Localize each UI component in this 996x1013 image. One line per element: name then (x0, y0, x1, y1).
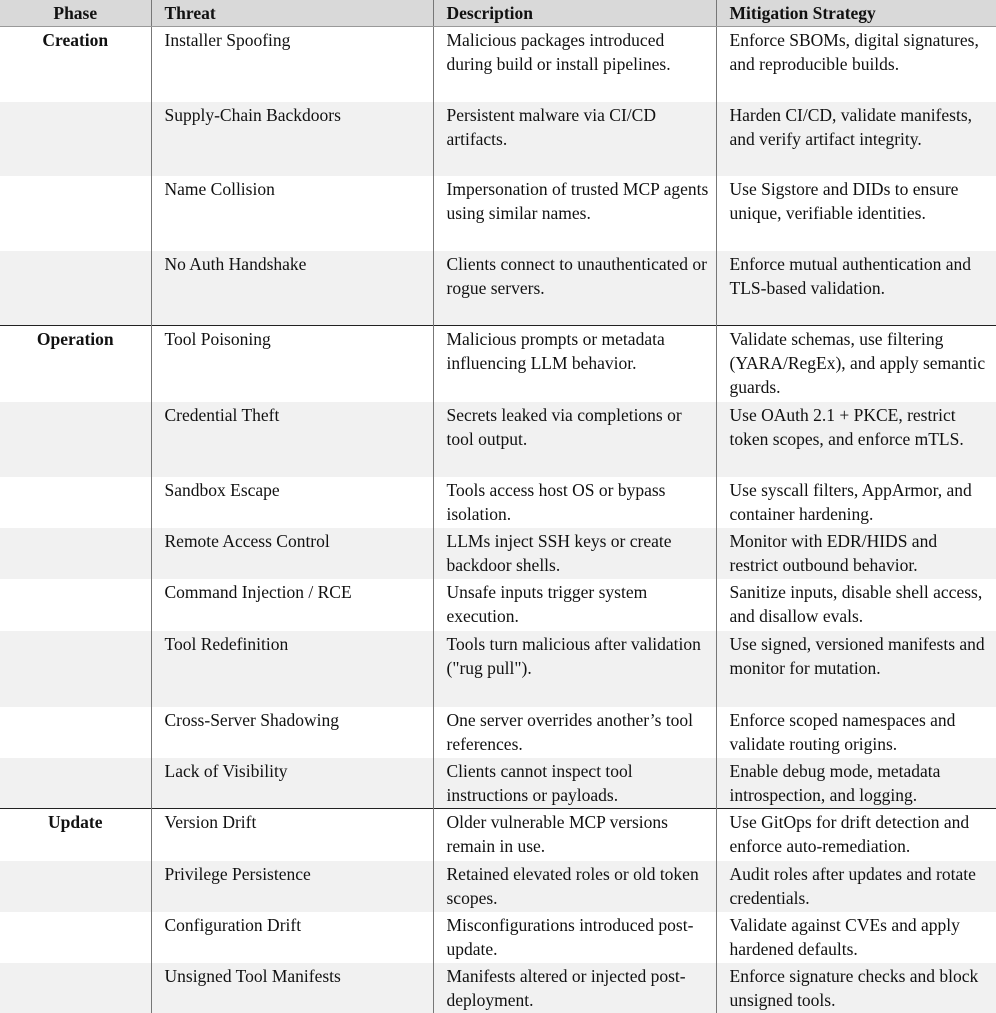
threat-cell: Tool Poisoning (151, 326, 433, 402)
table-row (0, 27, 996, 102)
threat-cell: Supply-Chain Backdoors (151, 102, 433, 176)
threat-cell: Tool Redefinition (151, 631, 433, 707)
table-row (0, 528, 996, 579)
mitigation-cell: Sanitize inputs, disable shell access, and disallow evals. (716, 579, 996, 631)
threat-cell: Command Injection / RCE (151, 579, 433, 631)
phase-cell (0, 861, 151, 912)
description-cell: Malicious prompts or metadata influencing LLM behavior. (433, 326, 716, 402)
header-threat: Threat (151, 0, 433, 27)
table-row (0, 861, 996, 912)
description-cell: Manifests altered or injected post-deployment. (433, 963, 716, 1013)
mitigation-cell: Enforce signature checks and block unsigned tools. (716, 963, 996, 1013)
table-row (0, 809, 996, 861)
table-row (0, 251, 996, 326)
threat-cell: Configuration Drift (151, 912, 433, 963)
phase-cell: Operation (0, 326, 151, 402)
table-row (0, 912, 996, 963)
table-row (0, 631, 996, 707)
threat-cell: Name Collision (151, 176, 433, 251)
mitigation-cell: Use Sigstore and DIDs to ensure unique, verifiable identities. (716, 176, 996, 251)
phase-cell: Creation (42, 30, 109, 50)
threat-cell: Cross-Server Shadowing (151, 707, 433, 758)
table-row (0, 326, 996, 402)
mitigation-cell: Use OAuth 2.1 + PKCE, restrict token scopes, and enforce mTLS. (716, 402, 996, 477)
phase-cell (0, 963, 151, 1013)
description-cell: Tools access host OS or bypass isolation. (433, 477, 716, 528)
description-cell: Misconfigurations introduced post-update. (433, 912, 716, 963)
phase-cell (0, 477, 151, 528)
mitigation-cell: Audit roles after updates and rotate credentials. (716, 861, 996, 912)
table-row (0, 176, 996, 251)
phase-cell (0, 631, 151, 707)
threat-cell: Lack of Visibility (151, 758, 433, 809)
mitigation-cell: Validate against CVEs and apply hardened defaults. (716, 912, 996, 963)
phase-cell (0, 402, 151, 477)
phase-cell (0, 707, 151, 758)
mitigation-cell: Enforce mutual authentication and TLS-based validation. (716, 251, 996, 326)
threat-cell: Remote Access Control (151, 528, 433, 579)
phase-cell (0, 176, 151, 251)
description-cell: Secrets leaked via completions or tool output. (433, 402, 716, 477)
description-cell: Tools turn malicious after validation ("rug pull"). (433, 631, 716, 707)
phase-cell (0, 758, 151, 809)
table-row (0, 402, 996, 477)
mitigation-cell: Harden CI/CD, validate manifests, and verify artifact integrity. (716, 102, 996, 176)
mitigation-cell: Enable debug mode, metadata introspection, and logging. (716, 758, 996, 809)
header-phase: Phase (0, 0, 151, 27)
mitigation-cell: Use GitOps for drift detection and enforce auto-remediation. (716, 809, 996, 861)
phase-cell (0, 251, 151, 326)
description-cell: Unsafe inputs trigger system execution. (433, 579, 716, 631)
table-row (0, 102, 996, 176)
description-cell: Older vulnerable MCP versions remain in use. (433, 809, 716, 861)
threat-cell: Credential Theft (151, 402, 433, 477)
table-row (0, 707, 996, 758)
table-row (0, 477, 996, 528)
threat-cell: Unsigned Tool Manifests (151, 963, 433, 1013)
mitigation-cell: Use signed, versioned manifests and monitor for mutation. (716, 631, 996, 707)
table-row (0, 963, 996, 1013)
description-cell: LLMs inject SSH keys or create backdoor shells. (433, 528, 716, 579)
mitigation-cell: Enforce scoped namespaces and validate routing origins. (716, 707, 996, 758)
mitigation-cell: Monitor with EDR/HIDS and restrict outbound behavior. (716, 528, 996, 579)
threat-cell: Version Drift (151, 809, 433, 861)
description-cell: Retained elevated roles or old token scopes. (433, 861, 716, 912)
phase-cell: Update (0, 809, 151, 861)
table-row (0, 758, 996, 809)
threat-cell: Installer Spoofing (151, 27, 433, 102)
header-row (0, 0, 996, 27)
threat-cell: Sandbox Escape (151, 477, 433, 528)
description-cell: Persistent malware via CI/CD artifacts. (433, 102, 716, 176)
phase-cell (0, 912, 151, 963)
phase-cell (0, 528, 151, 579)
description-cell: Clients cannot inspect tool instructions or payloads. (433, 758, 716, 809)
description-cell: Impersonation of trusted MCP agents using similar names. (433, 176, 716, 251)
mitigation-cell: Enforce SBOMs, digital signatures, and reproducible builds. (716, 27, 996, 102)
description-cell: One server overrides another’s tool references. (433, 707, 716, 758)
header-mitigation: Mitigation Strategy (716, 0, 996, 27)
mitigation-cell: Validate schemas, use filtering (YARA/RegEx), and apply semantic guards. (716, 326, 996, 402)
phase-cell (0, 102, 151, 176)
threat-cell: Privilege Persistence (151, 861, 433, 912)
description-cell: Malicious packages introduced during build or install pipelines. (433, 27, 716, 102)
description-cell: Clients connect to unauthenticated or rogue servers. (433, 251, 716, 326)
threat-cell: No Auth Handshake (151, 251, 433, 326)
table-row (0, 579, 996, 631)
phase-cell (0, 579, 151, 631)
header-description: Description (433, 0, 716, 27)
mitigation-cell: Use syscall filters, AppArmor, and container hardening. (716, 477, 996, 528)
